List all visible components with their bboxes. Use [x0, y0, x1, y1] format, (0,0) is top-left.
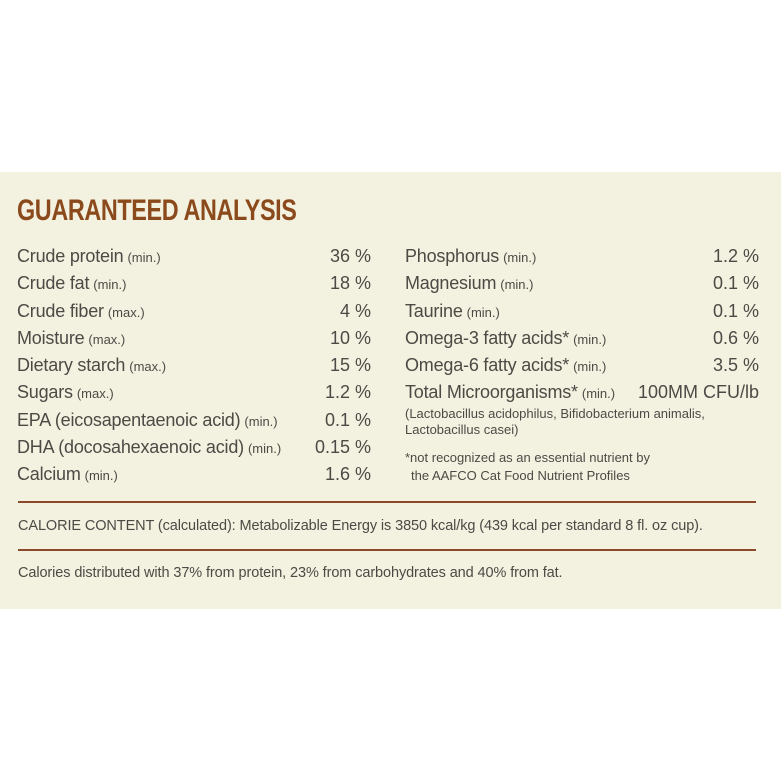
nutrient-qualifier: (min.) — [581, 386, 616, 402]
nutrient-qualifier: (max.) — [76, 386, 114, 402]
nutrient-qualifier: (min.) — [503, 250, 537, 265]
nutrient-name: Crude fiber — [17, 300, 104, 321]
nutrient-row — [17, 299, 371, 326]
nutrient-value: 0.6 % — [712, 327, 759, 348]
nutrient-qualifier: (max.) — [129, 359, 167, 375]
nutrient-name: Total Microorganisms* — [405, 382, 578, 403]
nutrient-qualifier: (min.) — [466, 304, 500, 320]
nutrient-name: EPA (eicosapentaenoic acid) — [17, 409, 241, 430]
right-nutrient-column — [405, 244, 759, 485]
nutrient-qualifier: (min.) — [247, 441, 282, 457]
nutrient-qualifier: (min.) — [573, 359, 607, 375]
nutrient-qualifier: (min.) — [573, 331, 607, 347]
nutrient-qualifier: (max.) — [107, 304, 145, 320]
guaranteed-analysis-panel — [0, 172, 781, 609]
footnote-line: *not recognized as an essential nutrient by — [405, 449, 650, 465]
nutrient-row — [405, 299, 759, 326]
nutrient-name: Sugars — [17, 382, 73, 403]
nutrient-value: 15 % — [329, 355, 371, 376]
nutrient-qualifier: (min.) — [127, 250, 161, 265]
nutrient-name: Crude protein — [17, 246, 124, 266]
nutrient-value: 18 % — [329, 273, 371, 294]
nutrient-name: Moisture — [17, 327, 85, 348]
calorie-content: CALORIE CONTENT (calculated): Metabolizable Energy is 3850 kcal/kg (439 kcal per standard 8 fl. oz cup). — [18, 518, 703, 534]
nutrient-value: 3.5 % — [712, 355, 759, 376]
nutrient-value: 0.1 % — [712, 273, 759, 294]
nutrient-value: 0.1 % — [712, 300, 759, 321]
left-nutrient-column — [17, 244, 371, 490]
nutrient-row — [17, 244, 371, 271]
nutrient-value: 1.2 % — [712, 246, 759, 266]
nutrient-value: 1.6 % — [324, 464, 371, 485]
nutrient-value: 1.2 % — [324, 382, 371, 403]
nutrient-name: Calcium — [17, 464, 81, 485]
nutrient-name: Dietary starch — [17, 355, 126, 376]
footnote — [405, 449, 759, 485]
section-title: GUARANTEED ANALYSIS — [17, 194, 297, 227]
nutrient-value: 0.1 % — [324, 409, 371, 430]
nutrient-value: 100MM CFU/lb — [637, 382, 759, 403]
nutrient-value: 4 % — [339, 300, 371, 321]
nutrient-row — [405, 326, 759, 353]
nutrient-row — [17, 326, 371, 353]
nutrient-row — [17, 353, 371, 380]
calorie-distribution: Calories distributed with 37% from protein, 23% from carbohydrates and 40% from fat. — [18, 565, 563, 581]
microorganisms-note: (Lactobacillus acidophilus, Bifidobacterium animalis, Lactobacillus casei) — [405, 405, 705, 438]
nutrient-row — [17, 462, 371, 489]
nutrient-name: Phosphorus — [405, 246, 500, 266]
nutrient-value: 36 % — [329, 246, 371, 266]
divider — [18, 549, 756, 551]
divider — [18, 501, 756, 503]
nutrient-value: 0.15 % — [314, 437, 371, 458]
nutrient-qualifier: (min.) — [93, 277, 127, 293]
nutrient-qualifier: (min.) — [500, 277, 534, 293]
nutrient-name: DHA (docosahexaenoic acid) — [17, 437, 244, 458]
nutrient-row — [17, 408, 371, 435]
nutrient-qualifier: (max.) — [88, 331, 126, 347]
nutrient-row — [405, 244, 759, 271]
nutrient-name: Crude fat — [17, 273, 90, 294]
nutrient-name: Omega-3 fatty acids* — [405, 327, 570, 348]
nutrient-name: Omega-6 fatty acids* — [405, 355, 570, 376]
nutrient-row — [405, 353, 759, 380]
nutrient-row — [17, 380, 371, 407]
nutrient-name: Taurine — [405, 300, 463, 321]
nutrient-row — [17, 435, 371, 462]
nutrient-row — [405, 380, 759, 407]
nutrient-qualifier: (min.) — [84, 468, 118, 484]
footnote-line: the AAFCO Cat Food Nutrient Profiles — [411, 467, 630, 483]
nutrient-row — [17, 271, 371, 298]
nutrient-row — [405, 271, 759, 298]
nutrient-value: 10 % — [329, 327, 371, 348]
nutrient-qualifier: (min.) — [244, 413, 278, 429]
nutrient-name: Magnesium — [405, 273, 497, 294]
